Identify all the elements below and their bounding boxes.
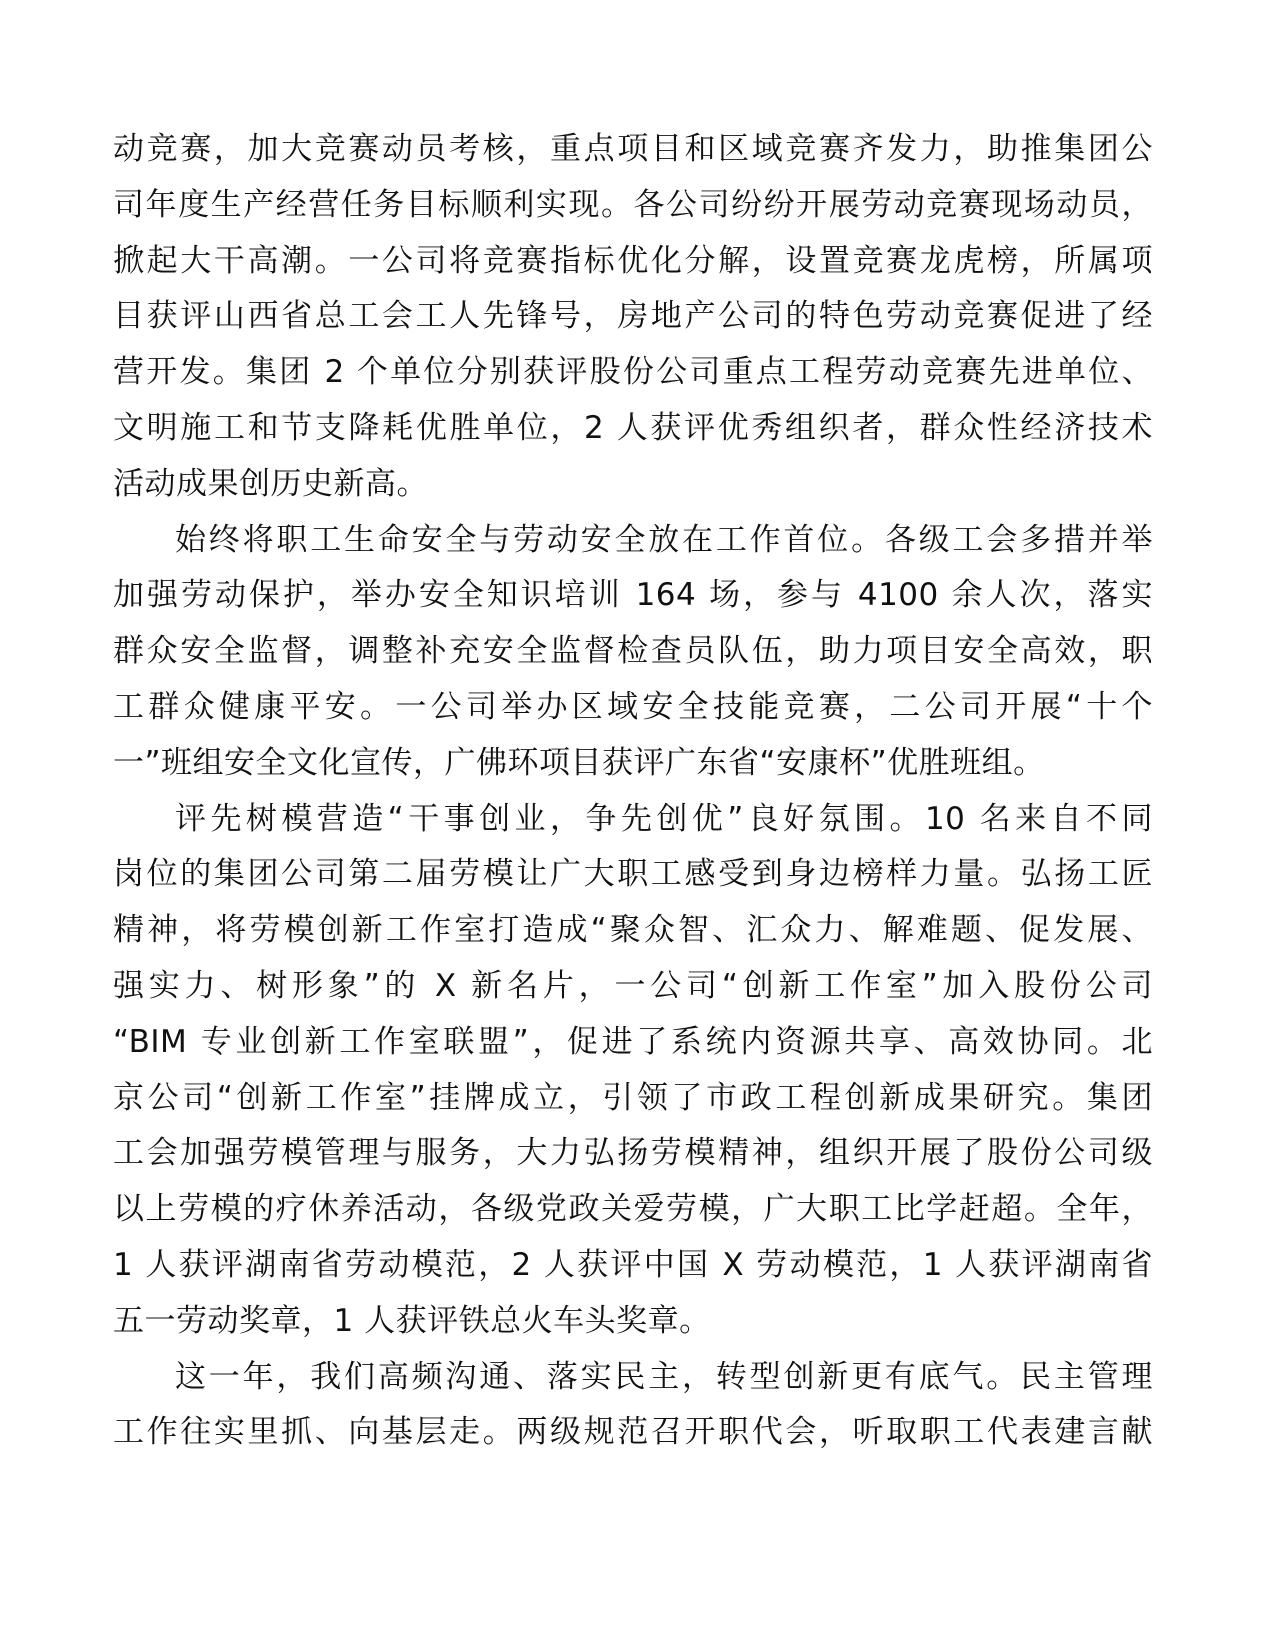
text-line: 强实力、树形象”的 X 新名片，一公司“创新工作室”加入股份公司 (113, 967, 1153, 1004)
text-line: 1 人获评湖南省劳动模范，2 人获评中国 X 劳动模范，1 人获评湖南省 (113, 1246, 1153, 1283)
text-line: 加强劳动保护，举办安全知识培训 164 场，参与 4100 余人次，落实 (113, 577, 1153, 614)
text-line: 司年度生产经营任务目标顺利实现。各公司纷纷开展劳动竞赛现场动员， (113, 186, 1153, 223)
text-line: 五一劳动奖章，1 人获评铁总火车头奖章。 (113, 1302, 711, 1339)
text-line: 文明施工和节支降耗优胜单位，2 人获评优秀组织者，群众性经济技术 (113, 409, 1153, 446)
document-page (113, 122, 1153, 1461)
text-line: 动竞赛，加大竞赛动员考核，重点项目和区域竞赛齐发力，助推集团公 (113, 131, 1153, 167)
text-line: 营开发。集团 2 个单位分别获评股份公司重点工程劳动竞赛先进单位、 (113, 354, 1153, 391)
text-line: “BIM 专业创新工作室联盟”，促进了系统内资源共享、高效协同。北 (113, 1023, 1153, 1060)
text-line: 目获评山西省总工会工人先锋号，房地产公司的特色劳动竞赛促进了经 (113, 298, 1153, 335)
text-line: 一”班组安全文化宣传，广佛环项目获评广东省“安康杯”优胜班组。 (113, 744, 1045, 781)
paragraph-first-line: 这一年，我们高频沟通、落实民主，转型创新更有底气。民主管理 (175, 1358, 1153, 1395)
text-line: 活动成果创历史新高。 (113, 465, 428, 502)
text-line: 京公司“创新工作室”挂牌成立，引领了市政工程创新成果研究。集团 (113, 1079, 1153, 1116)
text-line: 群众安全监督，调整补充安全监督检查员队伍，助力项目安全高效，职 (113, 633, 1153, 670)
text-line: 掀起大干高潮。一公司将竞赛指标优化分解，设置竞赛龙虎榜，所属项 (113, 242, 1153, 279)
paragraph-first-line: 评先树模营造“干事创业，争先创优”良好氛围。10 名来自不同 (175, 800, 1153, 837)
text-line: 工会加强劳模管理与服务，大力弘扬劳模精神，组织开展了股份公司级 (113, 1135, 1153, 1172)
paragraph-first-line: 始终将职工生命安全与劳动安全放在工作首位。各级工会多措并举 (175, 521, 1153, 558)
text-line: 岗位的集团公司第二届劳模让广大职工感受到身边榜样力量。弘扬工匠 (113, 856, 1153, 893)
text-line: 以上劳模的疗休养活动，各级党政关爱劳模，广大职工比学赶超。全年， (113, 1191, 1153, 1228)
text-line: 精神，将劳模创新工作室打造成“聚众智、汇众力、解难题、促发展、 (113, 912, 1153, 949)
text-line: 工作往实里抓、向基层走。两级规范召开职代会，听取职工代表建言献 (113, 1414, 1153, 1451)
text-line: 工群众健康平安。一公司举办区域安全技能竞赛，二公司开展“十个 (113, 688, 1153, 725)
